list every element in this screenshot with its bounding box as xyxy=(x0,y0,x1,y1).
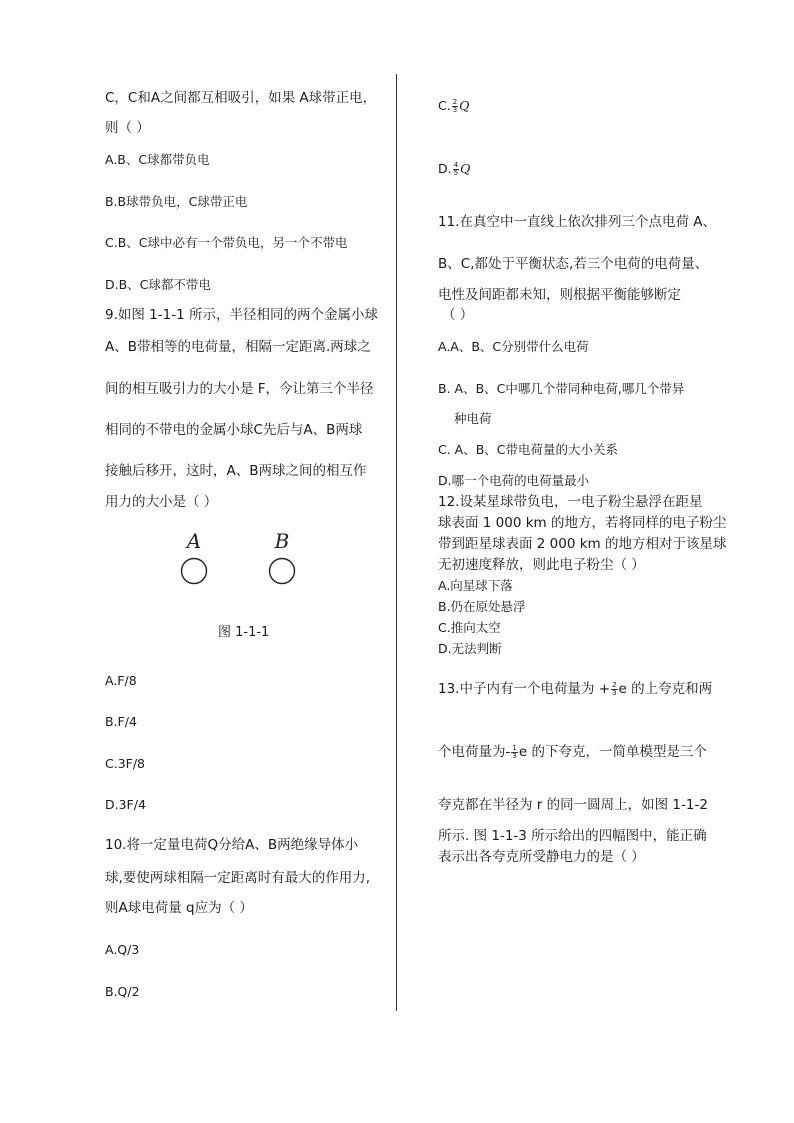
fraction-den: 3 xyxy=(612,688,617,697)
q11-stem-line-2: B、C,都处于平衡状态,若三个电荷的电荷量、 xyxy=(438,256,709,272)
q11-option-c: C. A、B、C带电荷量的大小关系 xyxy=(438,442,619,457)
q8-option-c: C.B、C球中必有一个带负电，另一个不带电 xyxy=(105,235,348,250)
figure-label-a: A xyxy=(186,529,202,553)
fraction-den: 5 xyxy=(453,169,459,177)
q12-option-c: C.推向太空 xyxy=(438,620,501,635)
q10-stem-line-2: 球,要使两球相隔一定距离时有最大的作用力, xyxy=(105,870,371,886)
q10-option-d-suffix: Q xyxy=(460,161,471,176)
q10-option-d-prefix: D. xyxy=(438,161,452,176)
q13-stem-line-3: 夸克都在半径为 r 的同一圆周上，如图 1-1-2 xyxy=(438,797,708,813)
fraction xyxy=(611,682,617,697)
sphere-a xyxy=(182,559,207,584)
q13-stem-line-1-a: 13.中子内有一个电荷量为 + xyxy=(438,681,611,697)
q8-option-b: B.B球带负电，C球带正电 xyxy=(105,194,248,209)
q10-option-d xyxy=(438,160,470,178)
q8-option-a: A.B、C球都带负电 xyxy=(105,152,210,167)
q9-stem-line-4: 相同的不带电的金属小球C先后与A、B两球 xyxy=(105,422,363,438)
fraction xyxy=(453,162,459,177)
q12-option-a: A.向星球下落 xyxy=(438,578,513,593)
fraction xyxy=(452,99,458,114)
q11-option-a: A.A、B、C分别带什么电荷 xyxy=(438,339,589,354)
q10-option-a: A.Q/3 xyxy=(105,942,140,957)
sphere-b xyxy=(270,559,295,584)
q10-option-c-prefix: C. xyxy=(438,98,451,113)
q13-stem-line-5: 表示出各夸克所受静电力的是（ ） xyxy=(438,849,645,865)
q8-stem-line-2: 则（ ） xyxy=(105,120,150,136)
q9-stem-line-3: 间的相互吸引力的大小是 F，今让第三个半径 xyxy=(105,381,374,397)
q10-stem-line-1: 10.将一定量电荷Q分给A、B两绝缘导体小 xyxy=(105,837,359,853)
q9-stem-line-1: 9.如图 1-1-1 所示，半径相同的两个金属小球 xyxy=(105,307,378,323)
q10-option-b: B.Q/2 xyxy=(105,984,140,999)
q11-option-d: D.哪一个电荷的电荷量最小 xyxy=(438,473,590,488)
q13-stem-line-1 xyxy=(438,680,712,698)
q12-stem-line-3: 带到距星球表面 2 000 km 的地方相对于该星球 xyxy=(438,536,727,552)
fraction-den: 3 xyxy=(512,751,517,760)
fraction-den: 3 xyxy=(452,106,458,114)
q9-stem-line-5: 接触后移开，这时，A、B两球之间的相互作 xyxy=(105,463,367,479)
q8-stem-line-1: C，C和A之间都互相吸引，如果 A球带正电， xyxy=(105,90,377,106)
q12-option-d: D.无法判断 xyxy=(438,641,502,656)
q9-option-b: B.F/4 xyxy=(105,714,137,729)
q12-option-b: B.仍在原处悬浮 xyxy=(438,599,526,614)
q13-stem-line-2-b: e 的下夸克，一简单模型是三个 xyxy=(518,744,707,760)
q10-option-c-suffix: Q xyxy=(459,98,470,113)
q9-stem-line-6: 用力的大小是（ ） xyxy=(105,494,218,510)
q12-stem-line-4: 无初速度释放，则此电子粉尘（ ） xyxy=(438,557,645,573)
fraction-num: 2 xyxy=(452,98,458,106)
q9-option-d: D.3F/4 xyxy=(105,797,146,812)
q13-stem-line-4: 所示. 图 1-1-3 所示给出的四幅图中，能正确 xyxy=(438,828,707,844)
q11-option-b-cont: 种电荷 xyxy=(454,411,492,426)
q11-stem-line-3: 电性及间距都未知，则根据平衡能够断定 xyxy=(438,287,681,303)
fraction-num: 4 xyxy=(453,161,459,169)
q11-stem-line-1: 11.在真空中一直线上依次排列三个点电荷 A、 xyxy=(438,214,716,230)
fraction-num: 1 xyxy=(512,743,517,752)
figure-caption: 图 1-1-1 xyxy=(218,625,270,640)
fraction xyxy=(511,745,517,760)
q13-stem-line-2-a: 个电荷量为- xyxy=(438,744,511,760)
figure-label-b: B xyxy=(274,529,290,553)
column-divider xyxy=(396,74,397,1011)
q13-stem-line-2 xyxy=(438,743,707,761)
q11-stem-line-4: （ ） xyxy=(442,307,474,323)
q13-stem-line-1-b: e 的上夸克和两 xyxy=(618,681,713,697)
q12-stem-line-2: 球表面 1 000 km 的地方，若将同样的电子粉尘 xyxy=(438,515,727,531)
q10-stem-line-3: 则A球电荷量 q应为（ ） xyxy=(105,900,253,916)
fraction-num: 2 xyxy=(612,680,617,689)
q9-option-c: C.3F/8 xyxy=(105,756,146,771)
q8-option-d: D.B、C球都不带电 xyxy=(105,277,211,292)
q11-option-b: B. A、B、C中哪几个带同种电荷,哪几个带异 xyxy=(438,381,685,396)
q9-option-a: A.F/8 xyxy=(105,673,137,688)
q9-stem-line-2: A、B带相等的电荷量，相隔一定距离.两球之 xyxy=(105,339,371,355)
q12-stem-line-1: 12.设某星球带负电，一电子粉尘悬浮在距星 xyxy=(438,494,703,510)
figure-1-1-1 xyxy=(170,528,310,588)
q10-option-c xyxy=(438,97,469,115)
